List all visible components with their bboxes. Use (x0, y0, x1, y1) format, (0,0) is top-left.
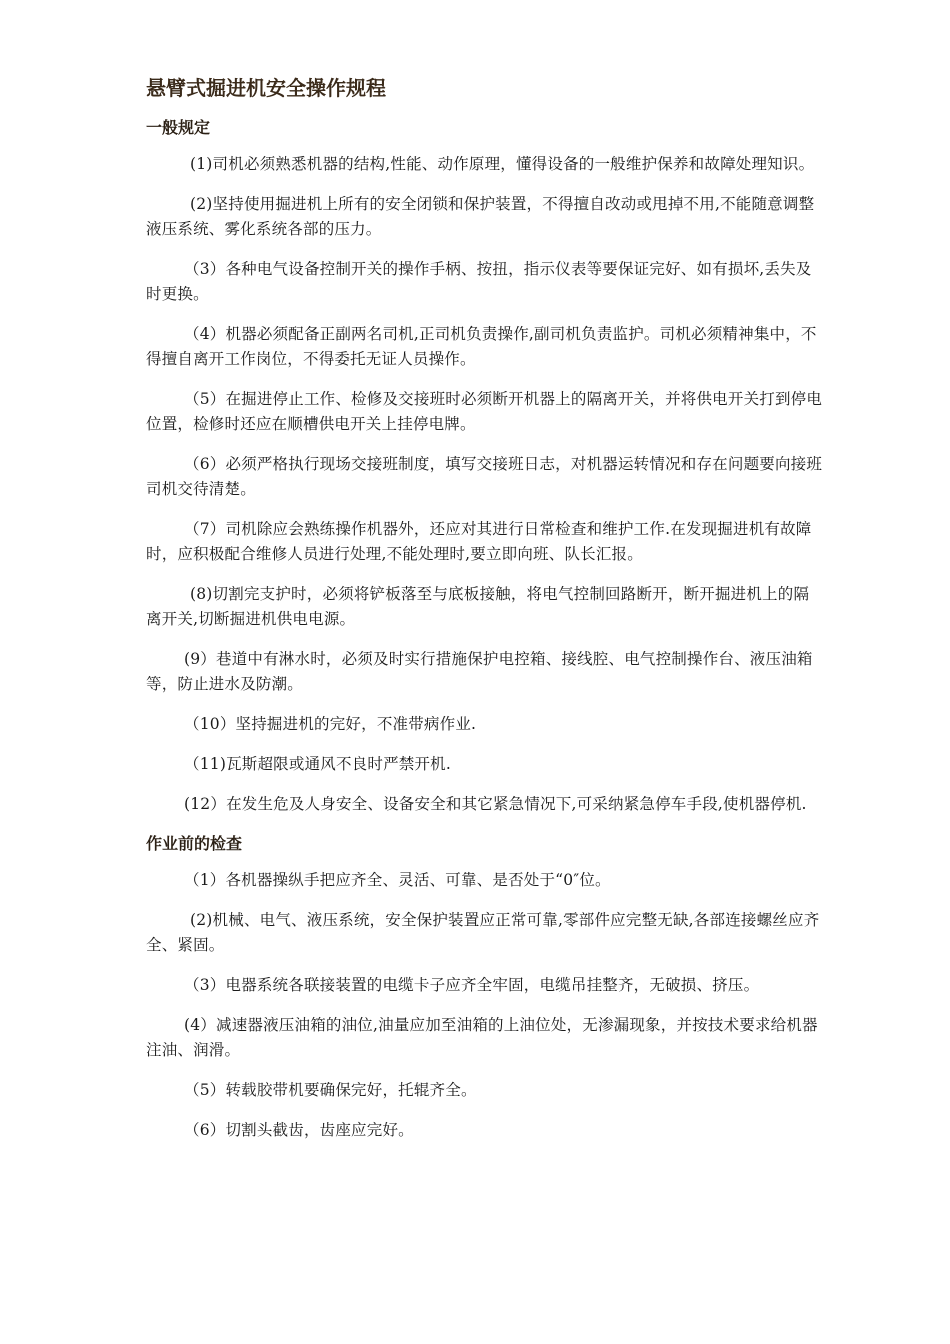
paragraph: （5）转载胶带机要确保完好，托辊齐全。 (184, 1081, 477, 1099)
section-heading: 一般规定 (146, 118, 211, 137)
paragraph: (4）减速器液压油箱的油位,油量应加至油箱的上油位处，无渗漏现象，并按技术要求给机器注油、润滑。 (146, 1016, 818, 1059)
paragraph: (9）巷道中有淋水时，必须及时实行措施保护电控箱、接线腔、电气控制操作台、液压油箱等，防止进水及防潮。 (146, 650, 813, 693)
paragraph: （10）坚持掘进机的完好，不准带病作业. (184, 715, 477, 733)
section-heading: 作业前的检查 (146, 834, 243, 853)
paragraph: （5）在掘进停止工作、检修及交接班时必须断开机器上的隔离开关，并将供电开关打到停电位置，检修时还应在顺槽供电开关上挂停电牌。 (146, 390, 823, 433)
paragraph: (8)切割完支护时，必须将铲板落至与底板接触，将电气控制回路断开，断开掘进机上的隔离开关,切断掘进机供电电源。 (146, 585, 810, 628)
document-title: 悬臂式掘进机安全操作规程 (146, 76, 386, 100)
paragraph: （7）司机除应会熟练操作机器外，还应对其进行日常检查和维护工作.在发现掘进机有故障时，应积极配合维修人员进行处理,不能处理时,要立即向班、队长汇报。 (146, 520, 812, 563)
paragraph: （6）切割头截齿，齿座应完好。 (184, 1121, 414, 1139)
paragraph: (1)司机必须熟悉机器的结构,性能、动作原理，懂得设备的一般维护保养和故障处理知识。 (190, 155, 815, 173)
paragraph: (2)坚持使用掘进机上所有的安全闭锁和保护装置，不得擅自改动或甩掉不用,不能随意调整液压系统、雾化系统各部的压力。 (146, 195, 815, 238)
paragraph: （3）各种电气设备控制开关的操作手柄、按扭，指示仪表等要保证完好、如有损坏,丢失及时更换。 (146, 260, 812, 303)
paragraph: （11)瓦斯超限或通风不良时严禁开机. (184, 755, 451, 773)
paragraph: (2)机械、电气、液压系统，安全保护装置应正常可靠,零部件应完整无缺,各部连接螺丝应齐全、紧固。 (146, 911, 820, 954)
paragraph: （6）必须严格执行现场交接班制度，填写交接班日志，对机器运转情况和存在问题要向接班司机交待清楚。 (146, 455, 823, 498)
section-pre-operation-check (146, 832, 824, 1143)
paragraph: （3）电器系统各联接装置的电缆卡子应齐全牢固，电缆吊挂整齐，无破损、挤压。 (184, 976, 760, 994)
paragraph: （4）机器必须配备正副两名司机,正司机负责操作,副司机负责监护。司机必须精神集中，不得擅自离开工作岗位，不得委托无证人员操作。 (146, 325, 817, 368)
document-page (146, 74, 824, 1158)
section-general-rules (146, 116, 824, 817)
paragraph: （1）各机器操纵手把应齐全、灵活、可靠、是否处于“0″位。 (184, 871, 611, 889)
paragraph: (12）在发生危及人身安全、设备安全和其它紧急情况下,可采纳紧急停车手段,使机器停机. (184, 795, 807, 813)
